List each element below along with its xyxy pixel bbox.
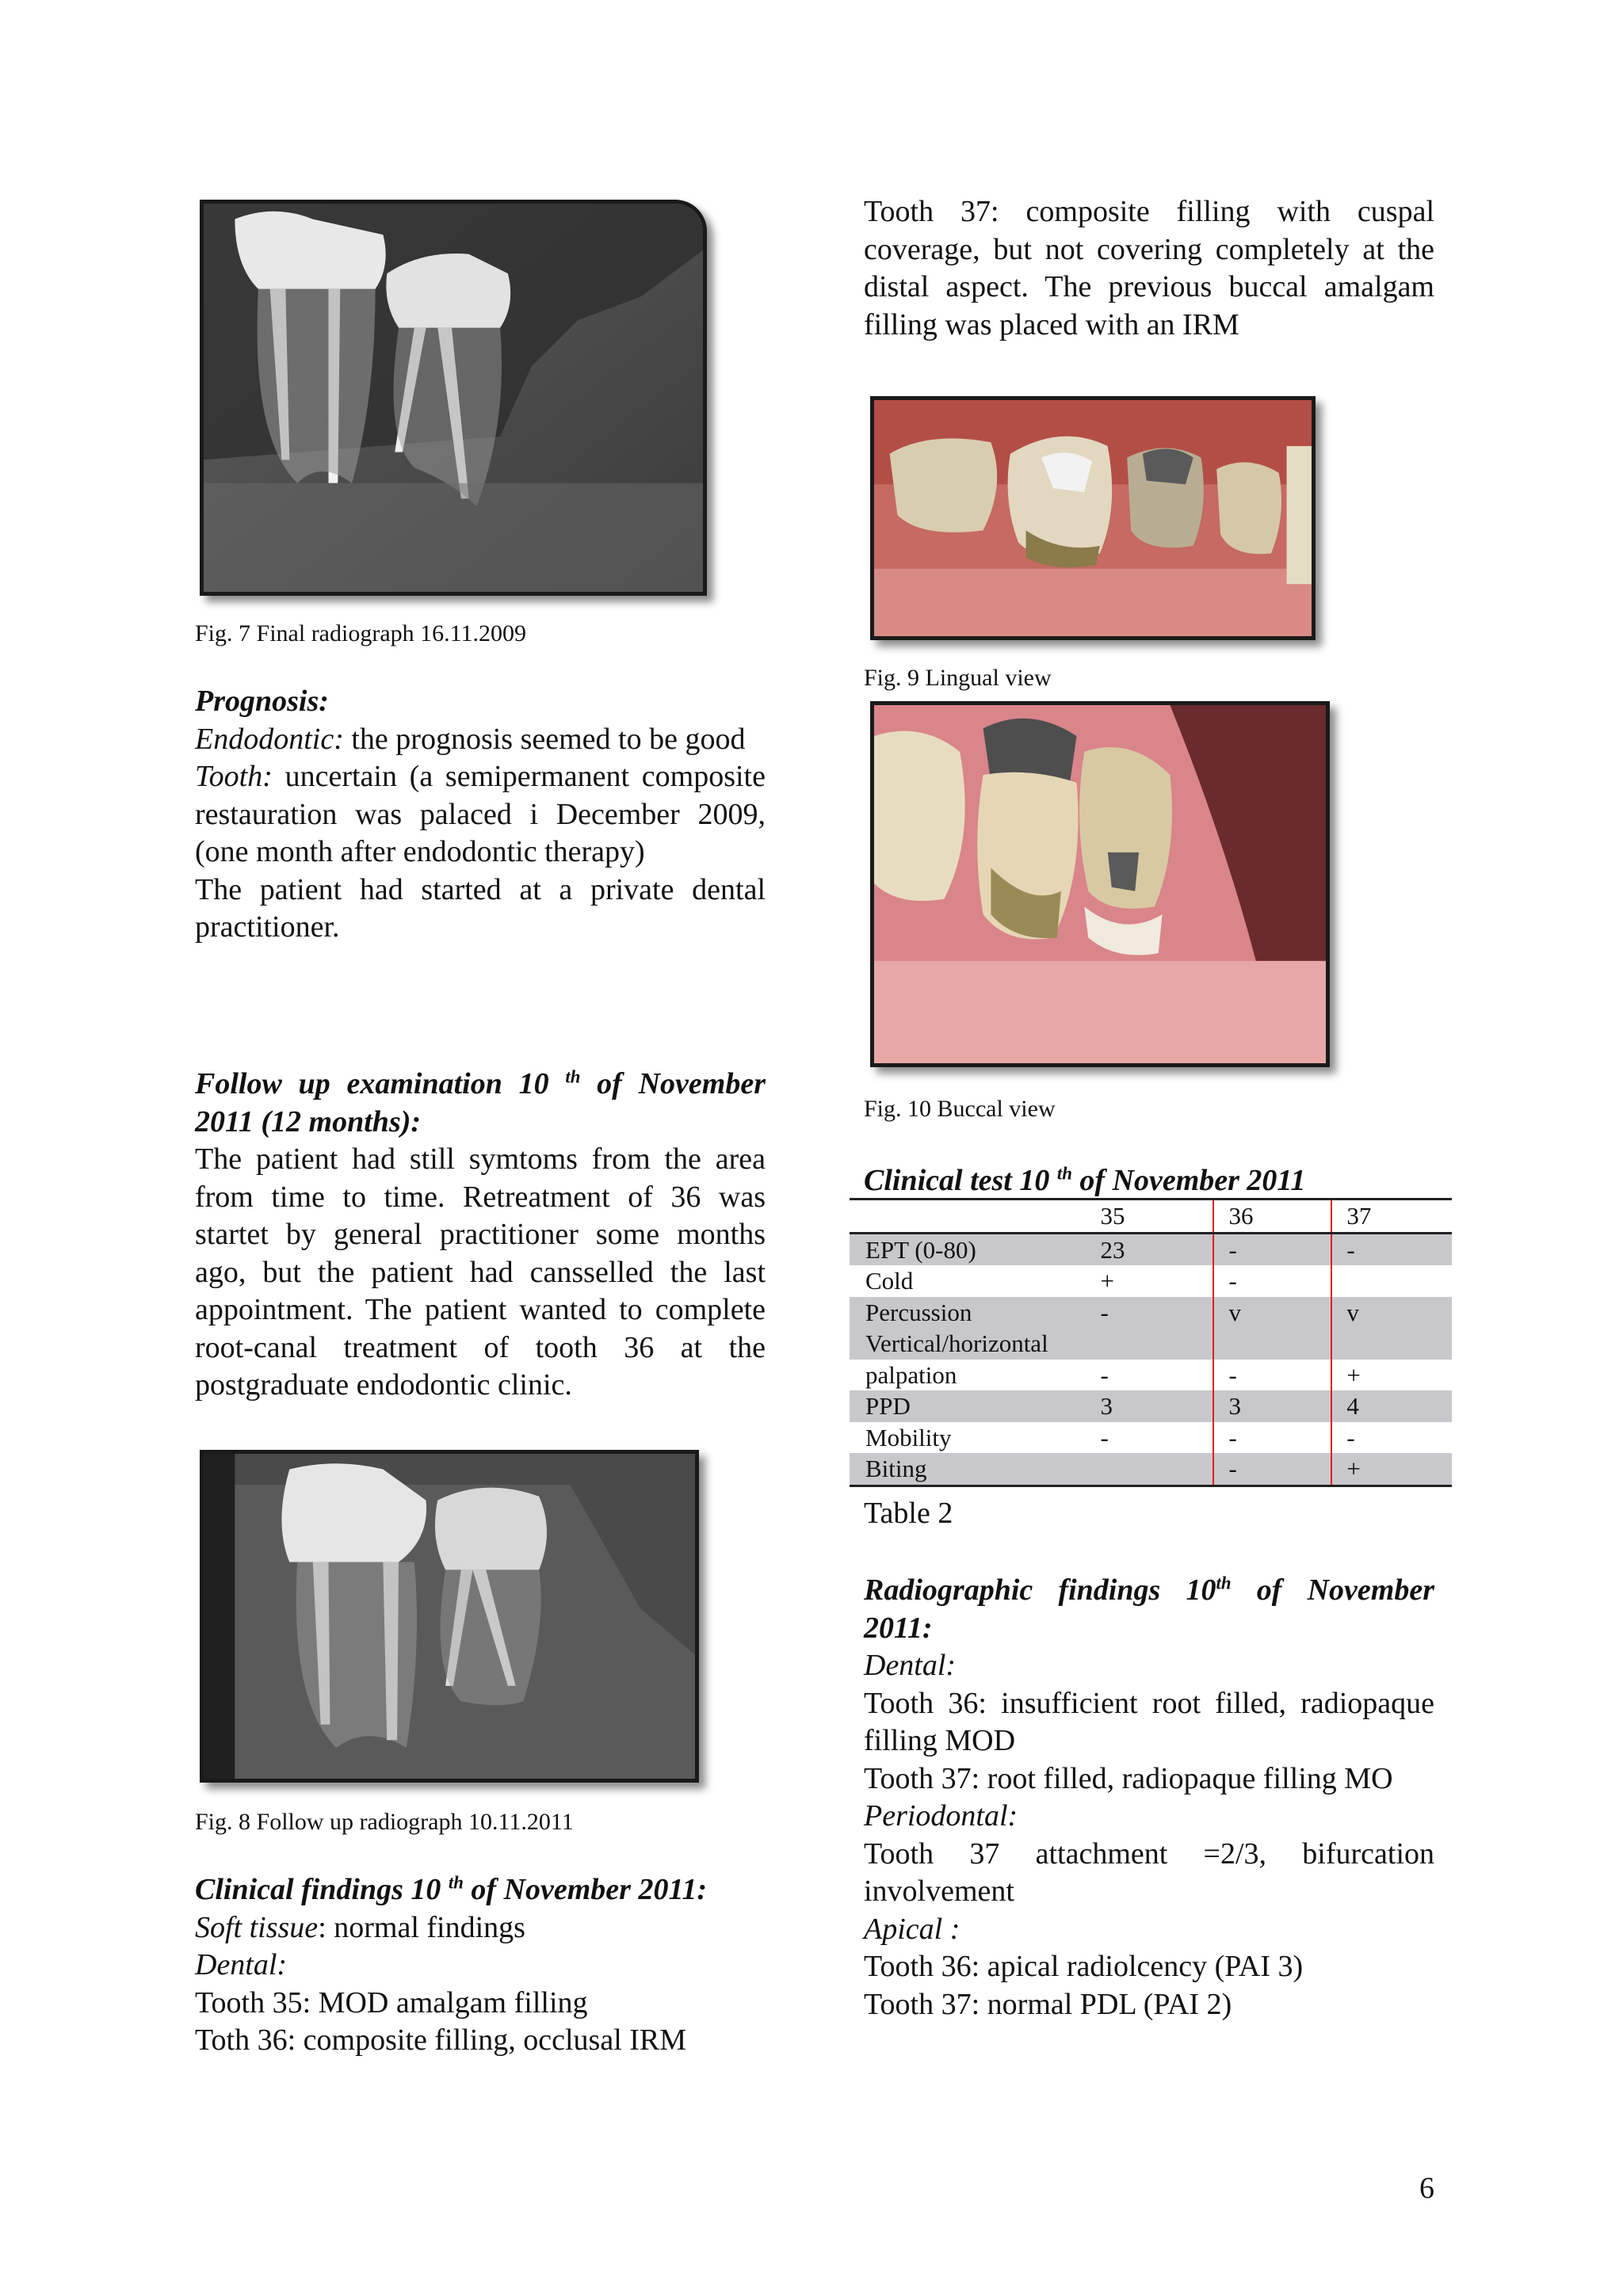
- table-row: [850, 1422, 1452, 1454]
- buccal-view-image: [870, 701, 1330, 1067]
- fig9-caption: Fig. 9 Lingual view: [864, 665, 1052, 691]
- fig7-caption: Fig. 7 Final radiograph 16.11.2009: [195, 620, 527, 646]
- table-row: [850, 1453, 1452, 1486]
- clinical-findings-heading: Clinical findings 10 $^{th}$ of November 2011:: [195, 1872, 708, 1906]
- table-cell: EPT (0-80): [850, 1233, 1086, 1265]
- table-cell: 3: [1086, 1390, 1214, 1422]
- followup-radiograph-image: [200, 1450, 699, 1783]
- table-cell: -: [1346, 1423, 1355, 1451]
- table-row: [850, 1390, 1452, 1422]
- page-number: 6: [1419, 2172, 1434, 2205]
- table-row: [850, 1233, 1452, 1265]
- radiographic-dental-label: Dental:: [864, 1649, 957, 1682]
- periodontal-1: Tooth 37 attachment =2/3, bifurcation involvement: [864, 1836, 1434, 1908]
- table-cell: -: [1086, 1360, 1214, 1391]
- prognosis-heading: Prognosis:: [195, 685, 329, 718]
- table-cell: -: [1213, 1360, 1331, 1391]
- fig8-caption: Fig. 8 Follow up radiograph 10.11.2011: [195, 1809, 574, 1835]
- table-cell: +: [1331, 1453, 1452, 1486]
- table-cell: -: [1213, 1265, 1331, 1297]
- lingual-view-image: [870, 396, 1316, 640]
- followup-heading: Follow up examination 10 $^{th}$ of November: [195, 1066, 766, 1100]
- clinical-test-table-wrap: [850, 1198, 1452, 1487]
- table-cell: Biting: [850, 1453, 1086, 1486]
- apical-label: Apical :: [864, 1912, 960, 1946]
- table-cell: Vertical/horizontal: [850, 1328, 1086, 1360]
- table-header-cell: 35: [1086, 1199, 1214, 1234]
- radiographic-heading: Radiographic findings 10th of November: [864, 1573, 1435, 1607]
- radiographic-findings-section: [864, 1572, 1434, 2023]
- prognosis-tooth: Tooth: uncertain (a semipermanent composite restauration was palaced i December 2009, (one month after endodontic therapy): [195, 760, 766, 868]
- tooth36-line: Toth 36: composite filling, occlusal IRM: [195, 2023, 687, 2057]
- radiographic-dental-2: Tooth 37: root filled, radiopaque filling MO: [864, 1761, 1393, 1795]
- followup-text: The patient had still symtoms from the area from time to time. Retreatment of 36 was startet by general practitioner some months ago, but the patient had cansselled the last appointment. The patient wanted to complete root-canal treatment of tooth 36 at the postgraduate endodontic clinic.: [195, 1142, 766, 1402]
- table-cell: -: [1086, 1297, 1214, 1329]
- followup-heading-cont: 2011 (12 months):: [195, 1104, 422, 1138]
- clinical-test-table: [850, 1198, 1452, 1487]
- prognosis-endodontic: Endodontic: the prognosis seemed to be good: [195, 722, 746, 756]
- table-cell: Cold: [865, 1267, 914, 1295]
- table-cell: [1086, 1453, 1214, 1486]
- followup-section: [195, 1066, 766, 1405]
- table-cell: [1331, 1265, 1452, 1297]
- radiographic-dental-1: Tooth 36: insufficient root filled, radiopaque filling MOD: [864, 1686, 1434, 1757]
- table-caption: Table 2: [864, 1497, 953, 1530]
- radiographic-heading-cont: 2011:: [864, 1611, 933, 1645]
- table-cell: v: [1213, 1297, 1331, 1329]
- clinical-findings-section: [195, 1871, 781, 2060]
- tooth35-line: Tooth 35: MOD amalgam filling: [195, 1985, 588, 2019]
- final-radiograph-image: [200, 200, 707, 596]
- table-cell: Mobility: [865, 1423, 952, 1451]
- table-row: [850, 1265, 1452, 1297]
- table-header-cell: 36: [1213, 1199, 1331, 1234]
- table-row: [850, 1297, 1452, 1329]
- table-cell: -: [1086, 1422, 1214, 1454]
- prognosis-section: [195, 683, 766, 947]
- table-cell: 4: [1331, 1390, 1452, 1422]
- table-cell: [1086, 1328, 1214, 1360]
- table-cell: v: [1331, 1297, 1452, 1329]
- table-cell: -: [1331, 1233, 1452, 1265]
- clinical-test-heading: Clinical test 10 $^{th}$ of November 2011: [864, 1163, 1306, 1197]
- table-cell: 3: [1213, 1390, 1331, 1422]
- table-cell: [1213, 1328, 1331, 1360]
- table-cell: Percussion: [850, 1297, 1086, 1329]
- table-cell: 23: [1086, 1233, 1214, 1265]
- tooth37-paragraph: Tooth 37: composite filling with cuspal coverage, but not covering completely at the distal aspect. The previous buccal amalgam filling was placed with an IRM: [864, 195, 1434, 341]
- table-row: [850, 1360, 1452, 1391]
- fig10-caption: Fig. 10 Buccal view: [864, 1096, 1056, 1122]
- dental-label: Dental:: [195, 1948, 288, 1981]
- table-cell: +: [1086, 1265, 1214, 1297]
- table-header-cell: 37: [1331, 1199, 1452, 1234]
- apical-1: Tooth 36: apical radiolcency (PAI 3): [864, 1950, 1304, 1983]
- table-cell: -: [1213, 1422, 1331, 1454]
- table-cell: -: [1213, 1233, 1331, 1265]
- prognosis-note: The patient had started at a private dental practitioner.: [195, 872, 766, 944]
- table-header-row: [850, 1199, 1452, 1234]
- periodontal-label: Periodontal:: [864, 1799, 1018, 1833]
- table-cell: palpation: [865, 1360, 957, 1389]
- soft-tissue-line: Soft tissue: normal findings: [195, 1910, 525, 1944]
- apical-2: Tooth 37: normal PDL (PAI 2): [864, 1987, 1232, 2021]
- table-cell: -: [1213, 1453, 1331, 1486]
- table-cell: +: [1346, 1360, 1361, 1389]
- table-row: [850, 1328, 1452, 1360]
- table-cell: [1331, 1328, 1452, 1360]
- table-header-cell: [850, 1199, 1086, 1234]
- table-cell: PPD: [850, 1390, 1086, 1422]
